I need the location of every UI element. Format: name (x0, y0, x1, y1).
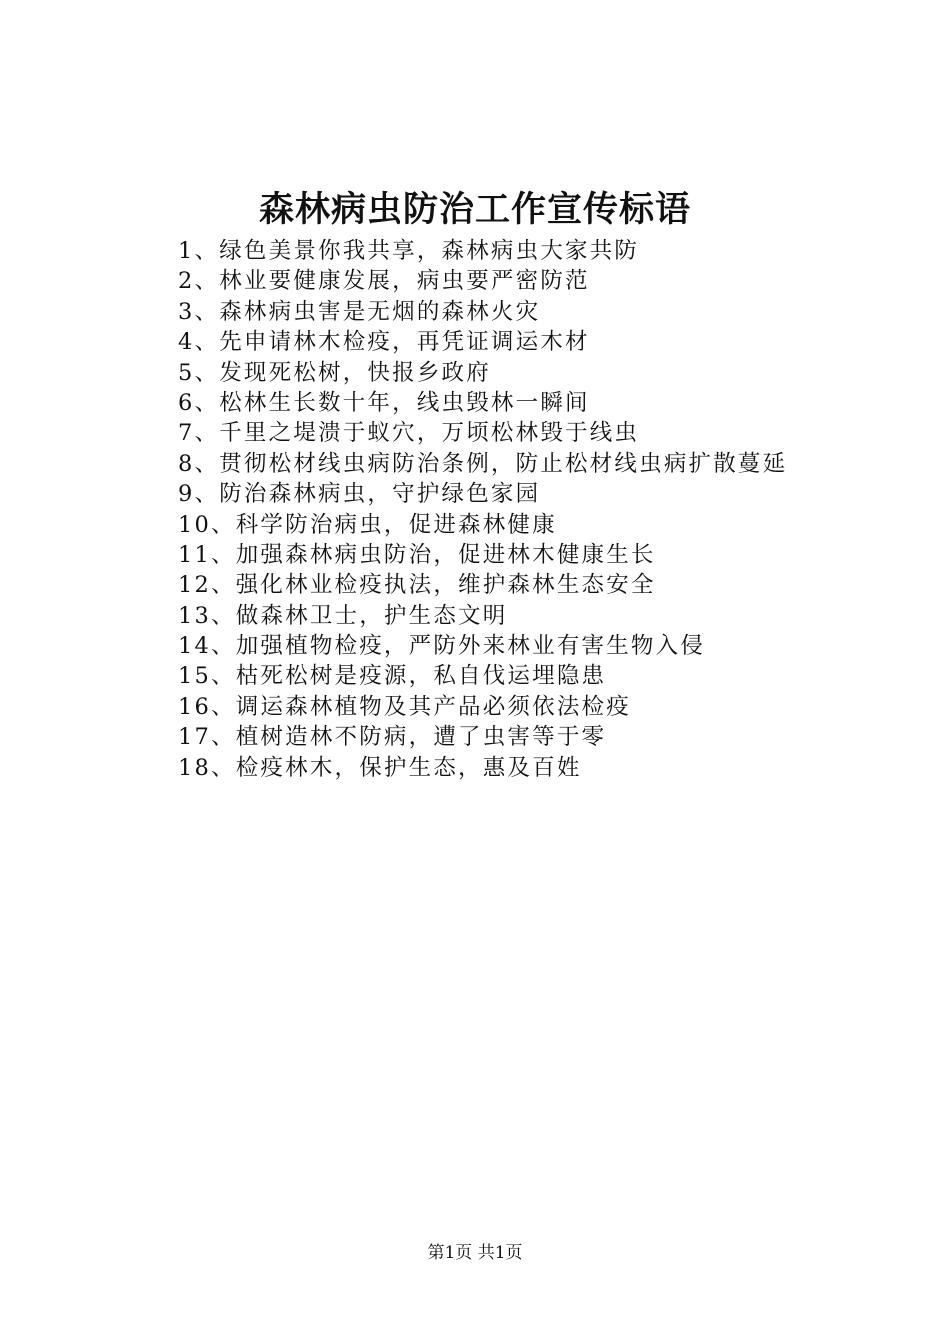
slogan-list (178, 236, 918, 783)
slogan-item: 3、森林病虫害是无烟的森林火灾 (178, 298, 541, 325)
slogan-item: 2、林业要健康发展，病虫要严密防范 (178, 268, 590, 295)
slogan-item: 8、贯彻松材线虫病防治条例，防止松材线虫病扩散蔓延 (178, 450, 788, 477)
slogan-item: 13、做森林卫士，护生态文明 (178, 602, 508, 629)
slogan-item: 17、植树造林不防病，遭了虫害等于零 (178, 724, 607, 751)
slogan-item: 1、绿色美景你我共享，森林病虫大家共防 (178, 238, 640, 264)
slogan-item: 15、枯死松树是疫源，私自伐运埋隐患 (178, 663, 607, 690)
slogan-item: 9、防治森林病虫，守护绿色家园 (178, 481, 541, 508)
slogan-item: 10、科学防治病虫，促进森林健康 (178, 511, 557, 538)
slogan-item: 14、加强植物检疫，严防外来林业有害生物入侵 (178, 633, 706, 660)
slogan-item: 5、发现死松树，快报乡政府 (178, 359, 491, 386)
slogan-item: 7、千里之堤溃于蚁穴，万顷松林毁于线虫 (178, 420, 640, 447)
slogan-item: 18、检疫林木，保护生态，惠及百姓 (178, 754, 582, 781)
slogan-item: 4、先申请林木检疫，再凭证调运木材 (178, 329, 590, 356)
page-footer: 第1页 共1页 (427, 1243, 523, 1263)
slogan-item: 16、调运森林植物及其产品必须依法检疫 (178, 693, 631, 720)
slogan-item: 6、松林生长数十年，线虫毁林一瞬间 (178, 389, 590, 416)
page-title: 森林病虫防治工作宣传标语 (258, 189, 691, 230)
slogan-item: 12、强化林业检疫执法，维护森林生态安全 (178, 572, 656, 599)
slogan-item: 11、加强森林病虫防治，促进林木健康生长 (178, 541, 656, 568)
